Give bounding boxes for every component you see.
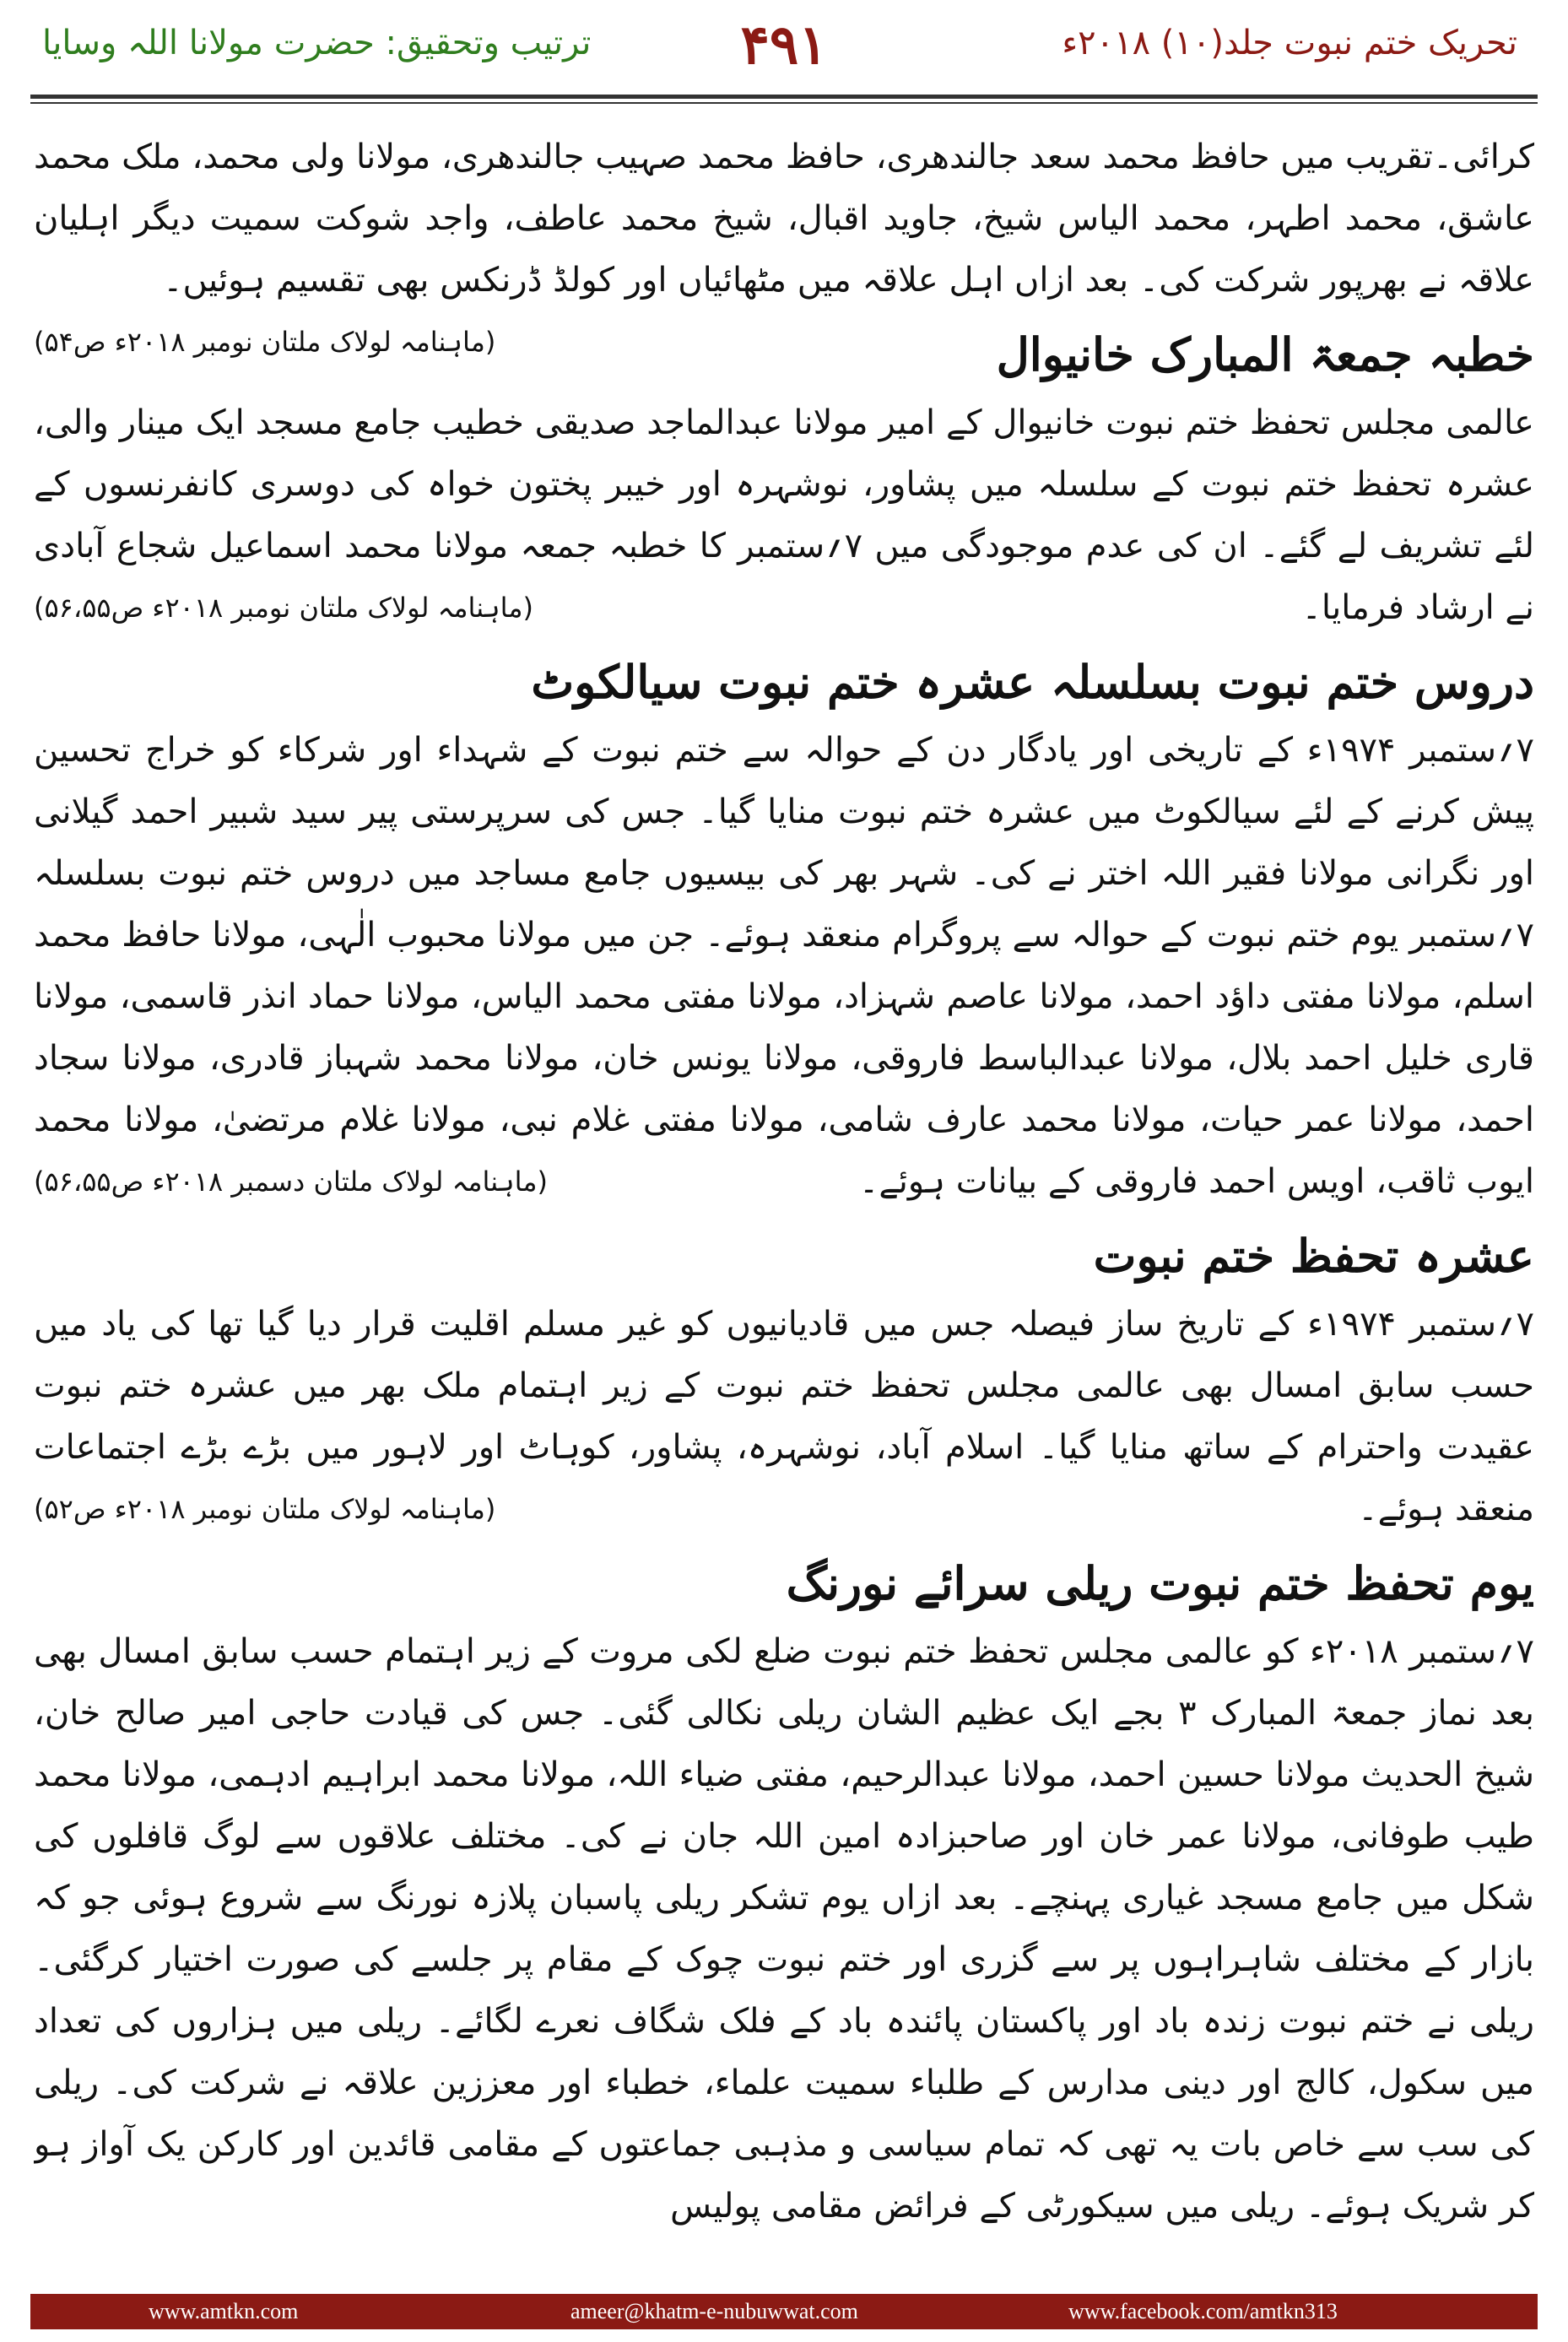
section-4-body (34, 1621, 1534, 2237)
section-0-text: کرائی۔تقریب میں حافظ محمد سعد جالندھری، حافظ محمد صہیب جالندھری، مولانا ولی محمد، ملک محمد عاشق، محمد اطہر، محمد الیاس شیخ، جاوید اقبال، شیخ محمد عاطف، واجد شوکت سمیت دیگر اہلیان علاقہ نے بھرپور شرکت کی۔ بعد ازاں اہل علاقہ میں مٹھائیاں اور کولڈ ڈرنکس بھی تقسیم ہوئیں۔ (34, 138, 1534, 300)
header-divider-thin (30, 102, 1538, 104)
section-2-body (34, 720, 1534, 1213)
section-3-title: عشرہ تحفظ ختم نبوت (1093, 1229, 1534, 1283)
section-3-source: (ماہنامہ لولاک ملتان نومبر ۲۰۱۸ء ص۵۲) (34, 1493, 496, 1525)
section-1-body (34, 392, 1534, 639)
section-3-text: ۷؍ستمبر ۱۹۷۴ء کے تاریخ ساز فیصلہ جس میں قادیانیوں کو غیر مسلم اقلیت قرار دیا گیا تھا کی یاد میں حسب سابق امسال بھی عالمی مجلس تحفظ ختم نبوت کے زیر اہتمام ملک بھر میں عشرہ ختم نبوت عقیدت واحترام کے ساتھ منایا گیا۔ اسلام آباد، نوشہرہ، پشاور، کوہاٹ اور لاہور میں بڑے بڑے اجتماعات منعقد ہوئے۔ (34, 1305, 1534, 1528)
header-divider (30, 95, 1538, 99)
section-4-title: یوم تحفظ ختم نبوت ریلی سرائے نورنگ (786, 1556, 1534, 1610)
section-1-source: (ماہنامہ لولاک ملتان نومبر ۲۰۱۸ء ص۵۶،۵۵) (34, 592, 534, 624)
section-2-title: دروس ختم نبوت بسلسلہ عشرہ ختم نبوت سیالکوٹ (531, 655, 1534, 709)
footer-facebook-link[interactable]: www.facebook.com/amtkn313 (1068, 2299, 1338, 2323)
compiler-credit: ترتیب وتحقیق: حضرت مولانا اللہ وسایا (42, 24, 592, 62)
footer-website-link[interactable]: www.amtkn.com (149, 2299, 299, 2323)
section-1-text: عالمی مجلس تحفظ ختم نبوت خانیوال کے امیر مولانا عبدالماجد صدیقی خطیب جامع مسجد ایک مینار والی، عشرہ تحفظ ختم نبوت کے سلسلہ میں پشاور، نوشہرہ اور خیبر پختون خواہ کی دوسری کانفرنسوں کے لئے تشریف لے گئے۔ ان کی عدم موجودگی میں ۷؍ستمبر کا خطبہ جمعہ مولانا محمد اسماعیل شجاع آبادی نے ارشاد فرمایا۔ (34, 403, 1534, 627)
section-1-title: خطبہ جمعۃ المبارک خانیوال (996, 327, 1534, 381)
section-4-text: ۷؍ستمبر ۲۰۱۸ء کو عالمی مجلس تحفظ ختم نبوت ضلع لکی مروت کے زیر اہتمام حسب سابق امسال بھی بعد نماز جمعۃ المبارک ۳ بجے ایک عظیم الشان ریلی نکالی گئی۔ جس کی قیادت حاجی امیر صالح خان، شیخ الحدیث مولانا حسین احمد، مولانا عبدالرحیم، مفتی ضیاء اللہ، مولانا محمد ابراہیم ادہمی، مولانا محمد طیب طوفانی، مولانا عمر خان اور صاحبزادہ امین اللہ جان نے کی۔ مختلف علاقوں سے لوگ قافلوں کی شکل میں جامع مسجد غیاری پہنچے۔ بعد ازاں یوم تشکر ریلی پاسبان پلازہ نورنگ سے شروع ہوئی جو کہ بازار کے مختلف شاہراہوں پر سے گزری اور ختم نبوت چوک کے مقام پر جلسے کی صورت اختیار کرگئی۔ ریلی نے ختم نبوت زندہ باد اور پاکستان پائندہ باد کے فلک شگاف نعرے لگائے۔ ریلی میں ہزاروں کی تعداد میں سکول، کالج اور دینی مدارس کے طلباء سمیت علماء، خطباء اور معززین علاقہ نے شرکت کی۔ ریلی کی سب سے خاص بات یہ تھی کہ تمام سیاسی و مذہبی جماعتوں کے مقامی قائدین اور کارکن یک آواز ہو کر شریک ہوئے۔ ریلی میں سیکورٹی کے فرائض مقامی پولیس (34, 1632, 1534, 2226)
page-header (0, 0, 1568, 118)
section-0-source: (ماہنامہ لولاک ملتان نومبر ۲۰۱۸ء ص۵۴) (34, 326, 496, 358)
section-2-text: ۷؍ستمبر ۱۹۷۴ء کے تاریخی اور یادگار دن کے حوالہ سے ختم نبوت کے شہداء اور شرکاء کو خراج تحسین پیش کرنے کے لئے سیالکوٹ میں عشرہ ختم نبوت منایا گیا۔ جس کی سرپرستی پیر سید شبیر احمد گیلانی اور نگرانی مولانا فقیر اللہ اختر نے کی۔ شہر بھر کی بیسیوں جامع مساجد میں دروس ختم نبوت بسلسلہ ۷؍ستمبر یوم ختم نبوت کے حوالہ سے پروگرام منعقد ہوئے۔ جن میں مولانا محبوب الٰہی، مولانا حافظ محمد اسلم، مولانا مفتی داؤد احمد، مولانا عاصم شہزاد، مولانا مفتی محمد الیاس، مولانا حماد انذر قاسمی، مولانا قاری خلیل احمد بلال، مولانا عبدالباسط فاروقی، مولانا یونس خان، مولانا محمد شہباز قادری، مولانا سجاد احمد، مولانا عمر حیات، مولانا محمد عارف شامی، مولانا مفتی غلام نبی، مولانا غلام مرتضیٰ، مولانا محمد ایوب ثاقب، اویس احمد فاروقی کے بیانات ہوئے۔ (34, 731, 1534, 1201)
footer-email-link[interactable]: ameer@khatm-e-nubuwwat.com (570, 2299, 858, 2323)
page-footer (30, 2294, 1538, 2329)
book-title: تحریک ختم نبوت جلد(۱۰) ۲۰۱۸ء (1062, 24, 1517, 62)
page-body (34, 127, 1534, 2245)
section-3-body (34, 1294, 1534, 1540)
section-2-source: (ماہنامہ لولاک ملتان دسمبر ۲۰۱۸ء ص۵۶،۵۵) (34, 1166, 549, 1198)
page-number: ۴۹۱ (740, 14, 828, 77)
